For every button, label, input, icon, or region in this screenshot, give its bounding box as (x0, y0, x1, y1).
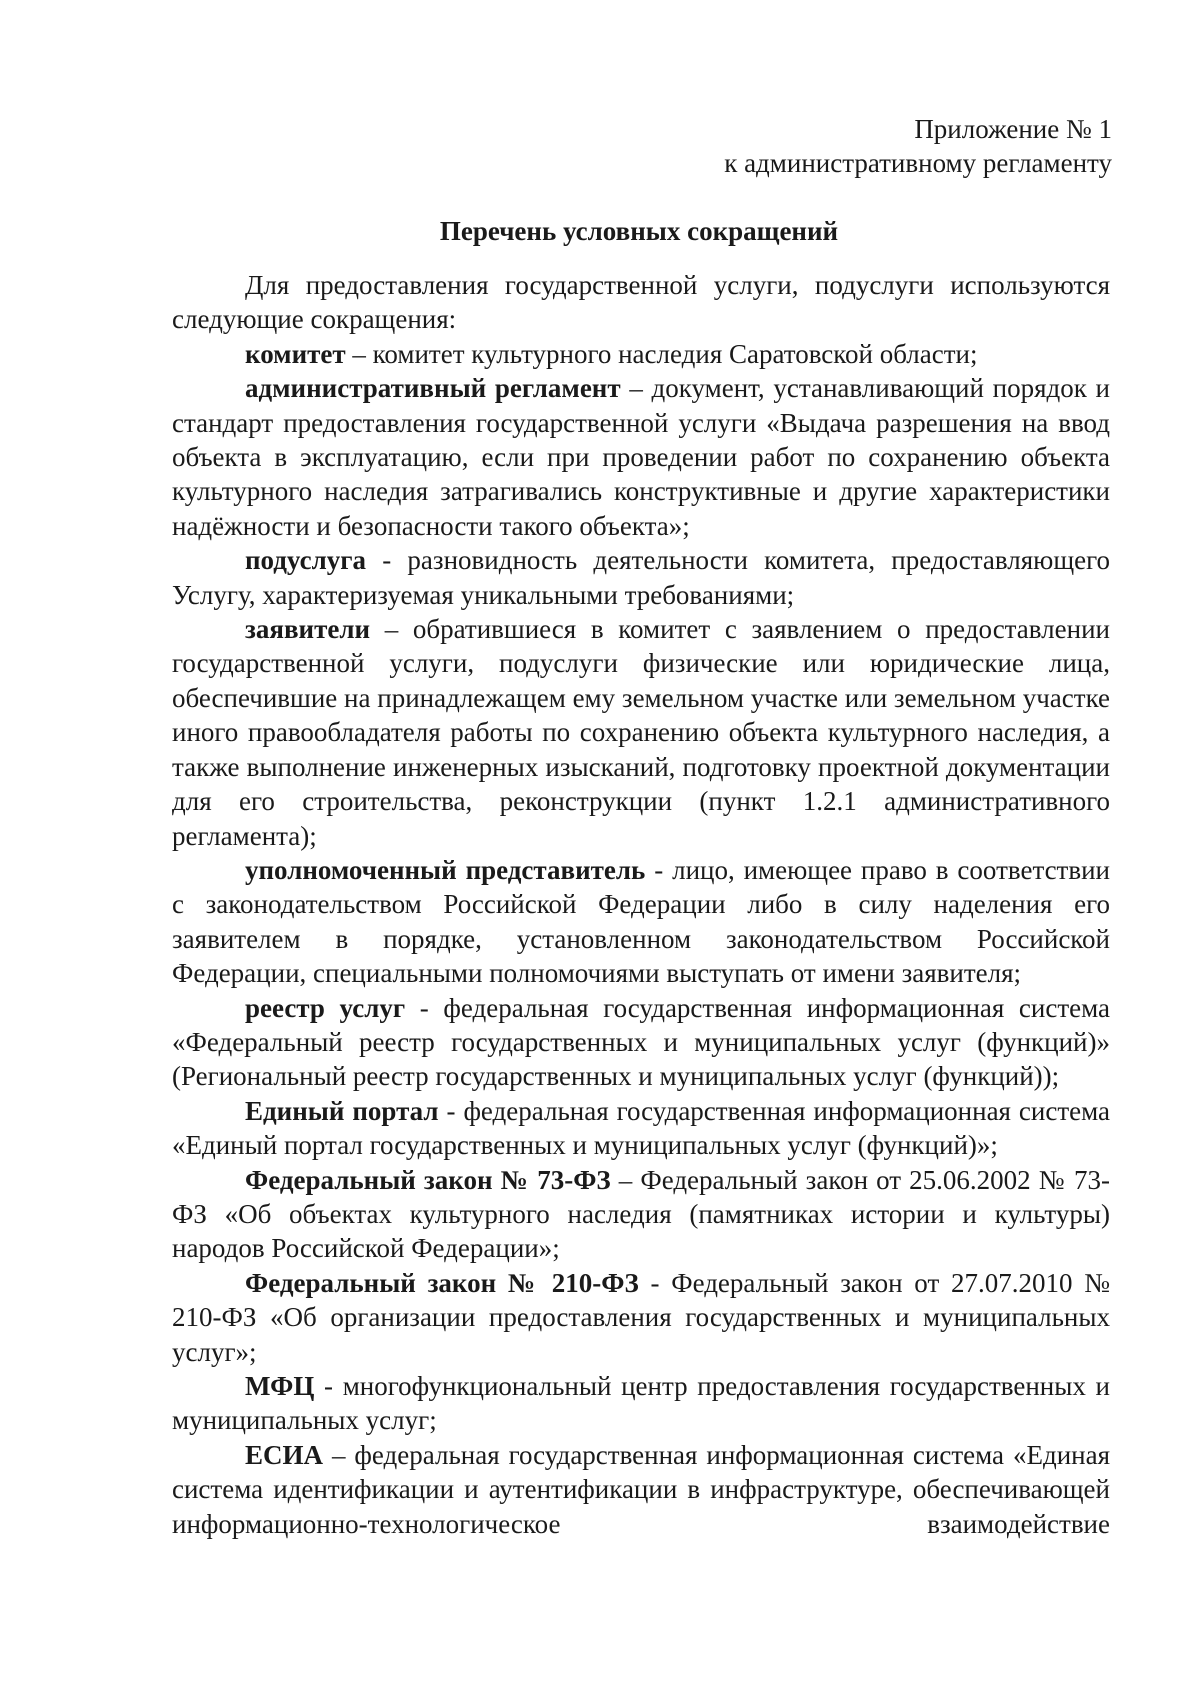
definition-term: МФЦ (245, 1371, 315, 1401)
definition-item (172, 337, 1110, 371)
definition-term: Федеральный закон № 210-ФЗ (245, 1267, 639, 1298)
definition-separator: - (366, 545, 408, 576)
definition-item (172, 371, 1110, 543)
definition-term: заявители (245, 614, 371, 645)
definition-separator: – (345, 338, 373, 369)
appendix-number: Приложение № 1 (914, 114, 1112, 144)
definition-text: документ, устанавливающий порядок и стандарт предоставления государственной услуги «Выдача разрешения на ввод объекта в эксплуатацию, если при проведении работ по сохранению объекта культурного наследия затрагивались конструктивные и другие характеристики надёжности и безопасности такого объекта»; (172, 373, 1110, 541)
definition-term: Федеральный закон № 73-ФЗ (245, 1164, 611, 1195)
definition-separator: - (638, 1267, 672, 1298)
definition-text: многофункциональный центр предоставления государственных и муниципальных услуг; (172, 1371, 1110, 1436)
definition-text: обратившиеся в комитет с заявлением о предоставлении государственной услуги, подуслуги физические или юридические лица, обеспечившие на принадлежащем ему земельном участке или земельном участке иного правообладателя работы по сохранению объекта культурного наследия, а также выполнение инженерных изысканий, подготовку проектной документации для его строительства, реконструкции (пункт 1.2.1 административного регламента); (172, 614, 1110, 851)
definition-text: федеральная государственная информационная система «Единый портал государственных и муниципальных услуг (функций)»; (172, 1095, 1110, 1161)
definition-separator: - (645, 854, 673, 885)
definition-text: разновидность деятельности комитета, предоставляющего Услугу, характеризуемая уникальными требованиями; (172, 545, 1110, 610)
definition-item (172, 1369, 1110, 1438)
intro-paragraph: Для предоставления государственной услуги, подуслуги используются следующие сокращения: (172, 270, 1110, 335)
definition-item (172, 1266, 1110, 1369)
definition-item (172, 612, 1110, 853)
definition-term: подуслуга (245, 545, 366, 576)
definition-text: лицо, имеющее право в соответствии с законодательством Российской Федерации либо в силу наделения его заявителем в порядке, установленном законодательством Российской Федерации, специальными полномочиями выступать от имени заявителя; (172, 854, 1110, 989)
appendix-reference: к административному регламенту (724, 148, 1112, 178)
definition-term: комитет (245, 338, 346, 369)
definition-text: федеральная государственная информационная система «Единая система идентификации и аутентификации в инфраструктуре, обеспечивающей информационно-технологическое взаимодействие (172, 1439, 1110, 1539)
definition-term: уполномоченный представитель (245, 854, 646, 885)
definition-item (172, 543, 1110, 612)
definition-item (172, 991, 1110, 1094)
appendix-header (724, 112, 1112, 180)
definition-item (172, 1094, 1110, 1163)
definition-text: Федеральный закон от 27.07.2010 № 210-ФЗ «Об организации предоставления государственных и муниципальных услуг»; (172, 1267, 1110, 1367)
definition-separator: - (438, 1095, 464, 1126)
definition-term: административный регламент (245, 373, 621, 404)
definition-item (172, 1163, 1110, 1266)
definition-separator: – (620, 373, 652, 404)
definition-separator: – (323, 1439, 355, 1470)
document-title: Перечень условных сокращений (439, 216, 839, 246)
definition-term: реестр услуг (245, 992, 406, 1023)
definition-text: комитет культурного наследия Саратовской области; (372, 338, 978, 369)
definition-separator: - (314, 1371, 343, 1401)
definition-term: ЕСИА (245, 1439, 324, 1470)
definition-separator: - (405, 992, 444, 1023)
definition-separator: – (370, 614, 413, 645)
definition-term: Единый портал (245, 1095, 439, 1126)
definition-separator: – (610, 1164, 641, 1195)
definition-text: федеральная государственная информационная система «Федеральный реестр государственных и муниципальных услуг (функций)» (Региональный реестр государственных и муниципальных услуг (функций)); (172, 992, 1111, 1092)
definition-item (172, 1438, 1110, 1541)
definition-text: Федеральный закон от 25.06.2002 № 73-ФЗ «Об объектах культурного наследия (памятниках истории и культуры) народов Российской Федерации»; (172, 1164, 1110, 1264)
document-body (172, 268, 1110, 1541)
definition-item (172, 853, 1110, 991)
